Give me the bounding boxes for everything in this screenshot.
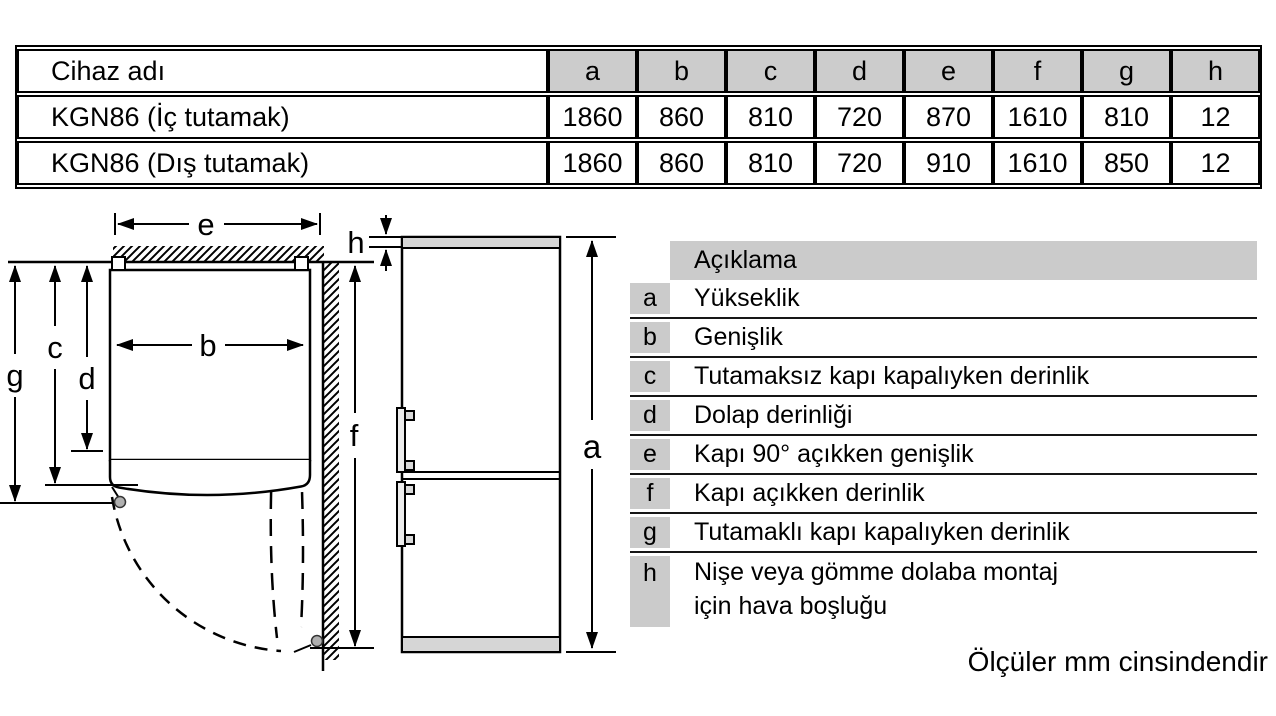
spec-value-cell: 810	[1082, 95, 1171, 139]
spec-table-row	[17, 141, 1260, 185]
lower-door-handle	[397, 482, 405, 546]
handle-bracket	[405, 535, 414, 544]
legend-label: Kapı açıkken derinlik	[694, 479, 925, 507]
device-name-cell: KGN86 (İç tutamak)	[17, 95, 548, 139]
legend-label: Tutamaklı kapı kapalıyken derinlik	[694, 518, 1070, 546]
handle-bracket	[405, 485, 414, 494]
door-hinge-pin	[115, 497, 126, 508]
spec-value-cell: 1860	[548, 141, 637, 185]
legend-row-e	[630, 434, 1257, 473]
spec-table	[15, 45, 1262, 189]
device-column-header: Cihaz adı	[17, 49, 548, 93]
legend-key: g	[630, 517, 670, 548]
side-wall-hatch	[324, 262, 339, 660]
spec-value-cell: 910	[904, 141, 993, 185]
legend-row-b	[630, 317, 1257, 356]
handle-bracket	[405, 411, 414, 420]
plan-view-cabinet	[110, 257, 323, 647]
spec-value-cell: 12	[1171, 95, 1260, 139]
legend-row-f	[630, 473, 1257, 512]
spec-col-header-c: c	[726, 49, 815, 93]
front-view-appliance	[397, 237, 560, 652]
rear-spacer-left	[112, 257, 125, 270]
dim-label-h: h	[347, 225, 365, 260]
dim-label-g: g	[6, 358, 24, 393]
spec-value-cell: 1610	[993, 95, 1082, 139]
door-swing-arc	[112, 497, 281, 651]
legend-row-h	[630, 551, 1257, 630]
appliance-base-trim	[402, 637, 560, 652]
upper-door-handle	[397, 408, 405, 472]
appliance-top-trim	[402, 237, 560, 248]
spec-col-header-a: a	[548, 49, 637, 93]
dim-label-e: e	[197, 210, 215, 242]
rear-spacer-right	[295, 257, 308, 270]
legend-row-c	[630, 356, 1257, 395]
spec-col-header-b: b	[637, 49, 726, 93]
legend-label-line2: için hava boşluğu	[694, 591, 888, 620]
legend-key: f	[630, 478, 670, 509]
spec-table-header-row	[17, 49, 1260, 93]
spec-value-cell: 810	[726, 95, 815, 139]
spec-value-cell: 870	[904, 95, 993, 139]
dim-label-d: d	[78, 361, 96, 396]
appliance-body	[402, 237, 560, 652]
dim-label-f: f	[349, 418, 359, 453]
spec-value-cell: 1610	[993, 141, 1082, 185]
spec-value-cell: 850	[1082, 141, 1171, 185]
legend-header-row	[630, 241, 1257, 280]
legend-table	[630, 241, 1257, 630]
spec-value-cell: 720	[815, 141, 904, 185]
handle-bracket	[405, 461, 414, 470]
legend-key: e	[630, 439, 670, 470]
ceiling-hatch	[113, 246, 324, 262]
spec-value-cell: 720	[815, 95, 904, 139]
legend-key-header	[630, 241, 670, 280]
legend-label: Kapı 90° açıkken genişlik	[694, 440, 974, 468]
open-door-edge	[301, 465, 303, 627]
legend-key: h	[630, 556, 670, 627]
installation-diagram	[0, 210, 660, 716]
spec-value-cell: 12	[1171, 141, 1260, 185]
units-footnote: Ölçüler mm cinsindendir	[967, 646, 1268, 677]
legend-row-a	[630, 280, 1257, 317]
spec-value-cell: 860	[637, 95, 726, 139]
device-name-cell: KGN86 (Dış tutamak)	[17, 141, 548, 185]
dim-label-c: c	[47, 330, 63, 365]
closed-door-plan	[110, 460, 310, 495]
spec-col-header-h: h	[1171, 49, 1260, 93]
legend-row-g	[630, 512, 1257, 551]
dim-label-b: b	[199, 328, 217, 363]
legend-header-label: Açıklama	[670, 241, 1257, 280]
legend-label-line1: Nişe veya gömme dolaba montaj	[694, 558, 1059, 586]
dim-label-a: a	[582, 428, 602, 465]
spec-col-header-f: f	[993, 49, 1082, 93]
legend-key: a	[630, 283, 670, 314]
spec-value-cell: 1860	[548, 95, 637, 139]
cabinet-body-plan	[110, 270, 310, 460]
legend-label: Genişlik	[694, 323, 783, 351]
legend-label: Yükseklik	[694, 284, 800, 312]
spec-col-header-g: g	[1082, 49, 1171, 93]
legend-label: Tutamaksız kapı kapalıyken derinlik	[694, 362, 1090, 390]
door-hinge-pin	[312, 636, 323, 647]
spec-col-header-e: e	[904, 49, 993, 93]
spec-value-cell: 860	[637, 141, 726, 185]
legend-label: Dolap derinliği	[694, 401, 853, 429]
legend-key: c	[630, 361, 670, 392]
spec-table-row	[17, 95, 1260, 139]
legend-row-d	[630, 395, 1257, 434]
spec-value-cell: 810	[726, 141, 815, 185]
legend-label	[670, 553, 1257, 630]
legend-key: b	[630, 322, 670, 353]
spec-col-header-d: d	[815, 49, 904, 93]
open-door-tick	[294, 645, 311, 652]
legend-key: d	[630, 400, 670, 431]
